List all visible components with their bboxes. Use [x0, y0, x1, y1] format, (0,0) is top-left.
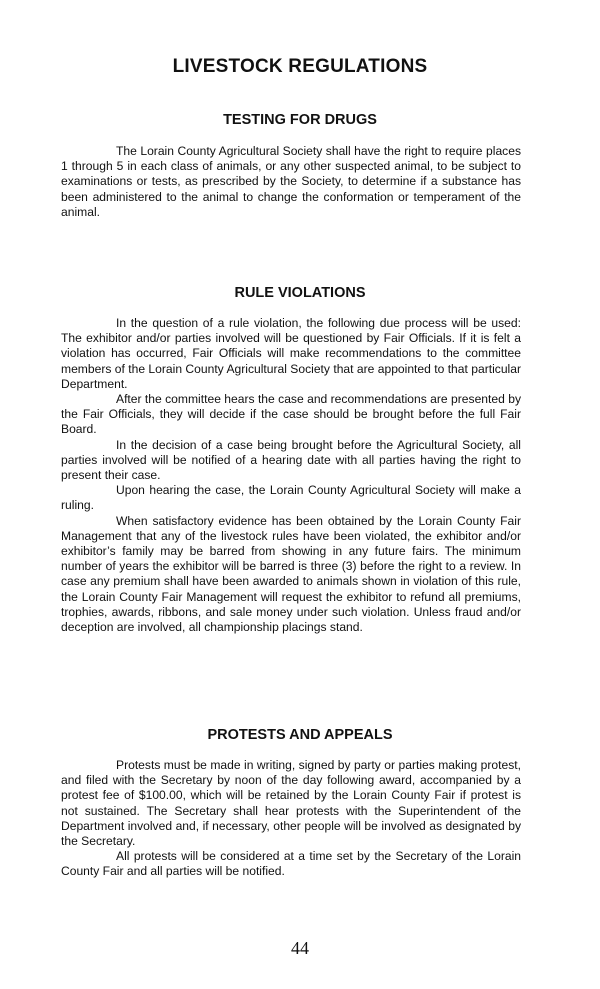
- section-protests-and-appeals: [61, 758, 521, 880]
- paragraph: All protests will be considered at a time set by the Secretary of the Lorain County Fair and all parties will be notified.: [61, 849, 521, 879]
- section-testing-for-drugs: [61, 144, 521, 220]
- heading-testing-for-drugs: TESTING FOR DRUGS: [223, 112, 377, 128]
- paragraph: The Lorain County Agricultural Society shall have the right to require places 1 through 5 in each class of animals, or any other suspected animal, to be subject to examinations or tests, as prescribed by the Society, to determine if a substance has been administered to the animal to change the conformation or temperament of the animal.: [61, 144, 521, 219]
- page-title: LIVESTOCK REGULATIONS: [172, 56, 428, 77]
- paragraph: In the decision of a case being brought before the Agricultural Society, all parties involved will be notified of a hearing date with all parties having the right to present their case.: [61, 437, 521, 483]
- paragraph: Protests must be made in writing, signed by party or parties making protest, and filed with the Secretary by noon of the day following award, accompanied by a protest fee of $100.00, which will be retained by the Lorain County Fair if protest is not sustained. The Secretary shall hear protests with the Superintendent of the Department involved and, if necessary, other people will be involved as designated by the Secretary.: [61, 758, 521, 849]
- heading-protests-and-appeals: PROTESTS AND APPEALS: [207, 727, 393, 743]
- paragraph: In the question of a rule violation, the following due process will be used: The exhibitor and/or parties involved will be questioned by Fair Officials. If it is felt a violation has occurred, Fair Officials will make recommendations to the committee members of the Lorain County Agricultural Society that are appointed to that particular Department.: [61, 316, 521, 391]
- paragraph: When satisfactory evidence has been obtained by the Lorain County Fair Management that any of the livestock rules have been violated, the exhibitor and/or exhibitor’s family may be barred from showing in any future fairs. The minimum number of years the exhibitor will be barred is three (3) before the right to a review. In case any premium shall have been awarded to animals shown in violation of this rule, the Lorain County Fair Management will request the exhibitor to refund all premiums, trophies, awards, ribbons, and sale money under such violation. Unless fraud and/or deception are involved, all championship placings stand.: [61, 513, 521, 635]
- page-number: 44: [291, 938, 309, 958]
- section-rule-violations: [61, 316, 521, 635]
- heading-rule-violations: RULE VIOLATIONS: [234, 285, 366, 301]
- paragraph: After the committee hears the case and recommendations are presented by the Fair Officials, they will decide if the case should be brought before the full Fair Board.: [61, 392, 521, 437]
- paragraph: Upon hearing the case, the Lorain County Agricultural Society will make a ruling.: [61, 483, 521, 513]
